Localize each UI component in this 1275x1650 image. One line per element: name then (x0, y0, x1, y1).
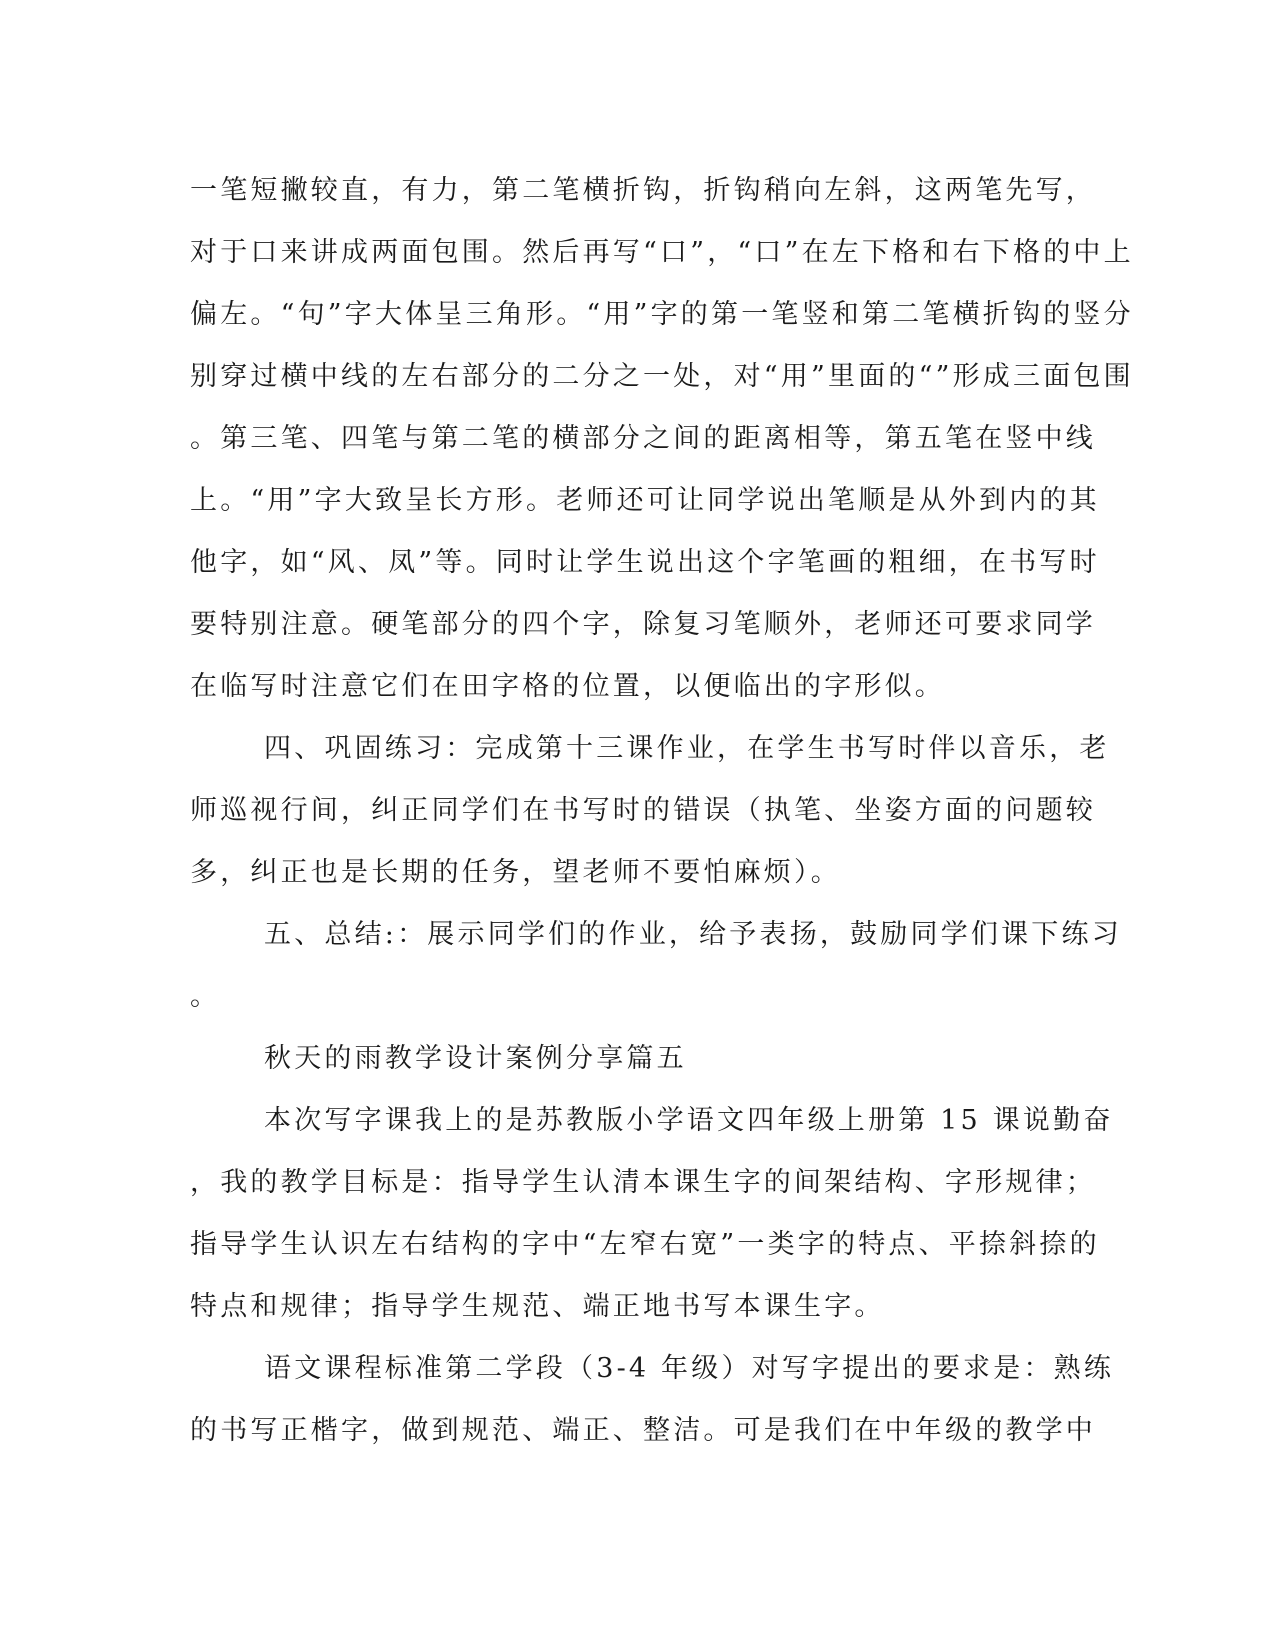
text-line: 上。“用”字大致呈长方形。老师还可让同学说出笔顺是从外到内的其 (190, 485, 1100, 516)
body-text (190, 160, 1134, 1462)
text-line: 要特别注意。硬笔部分的四个字，除复习笔顺外，老师还可要求同学 (190, 609, 1096, 640)
text-line: 指导学生认识左右结构的字中“左窄右宽”一类字的特点、平捺斜捺的 (190, 1229, 1100, 1260)
text-line: 多，纠正也是长期的任务，望老师不要怕麻烦）。 (190, 857, 841, 888)
text-line: 他字，如“风、凤”等。同时让学生说出这个字笔画的粗细，在书写时 (190, 547, 1100, 578)
text-line: 在临写时注意它们在田字格的位置，以便临出的字形似。 (190, 671, 945, 702)
text-line: 对于口来讲成两面包围。然后再写“口”，“口”在左下格和右下格的中上 (190, 237, 1134, 268)
paragraph-line: 五、总结:：展示同学们的作业，给予表扬，鼓励同学们课下练习 (264, 919, 1122, 950)
text-line: 。 (190, 981, 221, 1012)
text-line: 偏左。“句”字大体呈三角形。“用”字的第一笔竖和第二笔横折钩的竖分 (190, 299, 1134, 330)
text-line: 师巡视行间，纠正同学们在书写时的错误（执笔、坐姿方面的问题较 (190, 795, 1096, 826)
text-line: 一笔短撇较直，有力，第二笔横折钩，折钩稍向左斜，这两笔先写， (190, 175, 1096, 206)
section-heading: 秋天的雨教学设计案例分享篇五 (264, 1043, 687, 1074)
text-line: 特点和规律；指导学生规范、端正地书写本课生字。 (190, 1291, 885, 1322)
text-line: 的书写正楷字，做到规范、端正、整洁。可是我们在中年级的教学中 (190, 1415, 1096, 1446)
paragraph-line: 语文课程标准第二学段（3-4 年级）对写字提出的要求是：熟练 (264, 1353, 1115, 1384)
text-line: 。第三笔、四笔与第二笔的横部分之间的距离相等，第五笔在竖中线 (190, 423, 1096, 454)
text-line: 别穿过横中线的左右部分的二分之一处，对“用”里面的“”形成三面包围 (190, 361, 1134, 392)
paragraph-line: 本次写字课我上的是苏教版小学语文四年级上册第 15 课说勤奋 (264, 1105, 1114, 1136)
text-line: ，我的教学目标是：指导学生认清本课生字的间架结构、字形规律； (190, 1167, 1096, 1198)
paragraph-line: 四、巩固练习：完成第十三课作业，在学生书写时伴以音乐，老 (264, 733, 1110, 764)
